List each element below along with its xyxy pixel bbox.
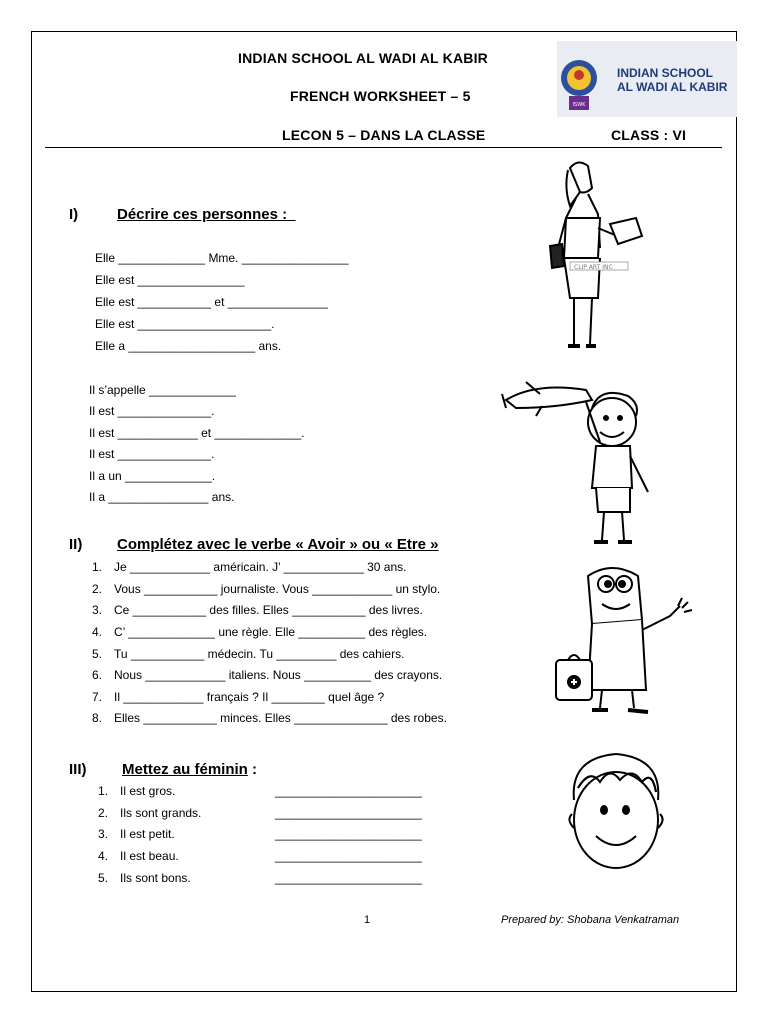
logo-text-line1: INDIAN SCHOOL — [617, 66, 713, 80]
woman-line: Elle a ___________________ ans. — [95, 339, 282, 353]
section1-number: I) — [69, 206, 79, 223]
answer-blank: ______________________ — [275, 849, 422, 863]
verb-exercise-item: 6. Nous ____________ italiens. Nous __________ des crayons. — [92, 668, 443, 682]
boy-line: Il est ____________ et _____________. — [89, 426, 305, 440]
header-rule — [45, 147, 722, 148]
boy-line: Il est ______________. — [89, 447, 215, 461]
section3-title: Mettez au féminin — [122, 761, 248, 778]
boy-line: Il s’appelle _____________ — [89, 383, 236, 397]
verb-exercise-item: 8. Elles ___________ minces. Elles ______________ des robes. — [92, 711, 447, 725]
feminine-item: 4. Il est beau. — [98, 849, 179, 863]
emblem-text: ISWK — [572, 102, 586, 108]
section2-number: II) — [69, 536, 83, 553]
woman-line: Elle _____________ Mme. ________________ — [95, 251, 349, 265]
woman-line: Elle est ___________ et _______________ — [95, 295, 328, 309]
page-number: 1 — [364, 914, 371, 926]
answer-blank: ______________________ — [275, 806, 422, 820]
boy-line: Il a un _____________. — [89, 469, 216, 483]
clipart-tag: CLIP ART INC — [574, 264, 613, 271]
section3-title-suffix: : — [247, 761, 258, 778]
woman-line: Elle est ____________________. — [95, 317, 275, 331]
school-emblem-icon — [559, 44, 615, 114]
verb-exercise-item: 1. Je ____________ américain. J’ ____________ 30 ans. — [92, 560, 407, 574]
woman-line: Elle est ________________ — [95, 273, 245, 287]
answer-blank: ______________________ — [275, 871, 422, 885]
verb-exercise-item: 3. Ce ___________ des filles. Elles ___________ des livres. — [92, 603, 423, 617]
section1-title: Décrire ces personnes :_ — [117, 206, 296, 223]
verb-exercise-item: 5. Tu ___________ médecin. Tu _________ des cahiers. — [92, 647, 405, 661]
answer-blank: ______________________ — [275, 784, 422, 798]
verb-exercise-item: 2. Vous ___________ journaliste. Vous ____________ un stylo. — [92, 582, 441, 596]
class-label: CLASS : VI — [611, 127, 687, 143]
boy-with-airplane-illustration-icon — [496, 372, 662, 554]
section3-number: III) — [69, 761, 87, 778]
answer-blank: ______________________ — [275, 827, 422, 841]
boy-line: Il a _______________ ans. — [89, 490, 235, 504]
logo-text-line2: AL WADI AL KABIR — [617, 80, 728, 94]
school-title: INDIAN SCHOOL AL WADI AL KABIR — [238, 50, 488, 66]
prepared-by: Prepared by: Shobana Venkatraman — [501, 914, 680, 926]
feminine-item: 5. Ils sont bons. — [98, 871, 191, 885]
verb-exercise-item: 4. C’ _____________ une règle. Elle __________ des règles. — [92, 625, 428, 639]
boy-line: Il est ______________. — [89, 404, 215, 418]
feminine-item: 1. Il est gros. — [98, 784, 176, 798]
feminine-item: 3. Il est petit. — [98, 827, 175, 841]
doctor-illustration-icon — [552, 560, 702, 720]
businesswoman-illustration-icon — [540, 158, 650, 370]
worksheet-title: FRENCH WORKSHEET – 5 — [290, 88, 471, 104]
section3-heading — [122, 761, 257, 778]
section2-title: Complétez avec le verbe « Avoir » ou « Etre » — [117, 536, 439, 553]
verb-exercise-item: 7. Il ____________ français ? Il ________ quel âge ? — [92, 690, 385, 704]
lesson-title: LECON 5 – DANS LA CLASSE — [282, 127, 486, 143]
feminine-item: 2. Ils sont grands. — [98, 806, 202, 820]
smiling-face-illustration-icon — [560, 748, 672, 872]
